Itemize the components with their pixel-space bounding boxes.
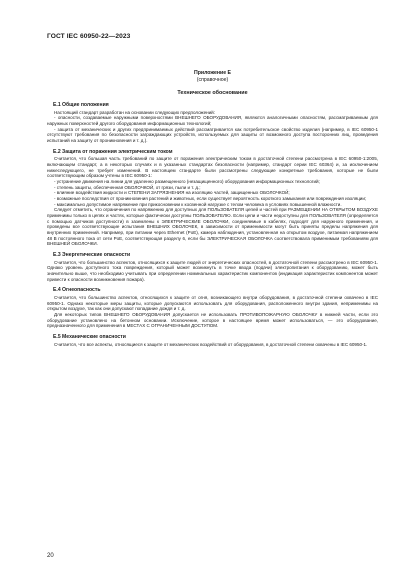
paragraph: Считается, что большая часть требований по защите от поражения электрическим током в достаточной степени рассмотрена в IEC 60950-1:2005, включающем стандарт, а в некоторых случаях и в указанных стандартах безопасности (например, стандарт серии IEC 60364) и, за исключением нижеследующего, не требует изменений. В настоящем стандарте были рассмотрены следующие конкретные требования, которые не были соответствующим образом учтены в IEC 60950-1: [47,156,378,179]
section-heading: Е.4 Огнеопасность [53,287,101,294]
annex-status: (справочное) [196,77,229,83]
document-header: ГОСТ IEC 60950-22—2023 [47,33,131,40]
paragraph: Следует отметить, что ограничения по напряжению для доступных для ПОЛЬЗОВАТЕЛЯ цепей и частей при РАЗМЕЩЕНИИ НА ОТКРЫТОМ ВОЗДУХЕ применимы только в цепях и частях, которые фактически доступны ПОЛЬЗОВАТЕЛЮ. Если цепи и части недоступны для ПОЛЬЗОВАТЕЛЯ (определяется с помощью датчиков доступности) в заземлены к ЭЛЕКТРИЧЕСКИЕ ОБОЛОЧКИ, соединяемые в кабелях, подходят для наружного применения, и проведены все соответствующие испытания ВНЕШНИХ ОБОЛОЧЕК, в зависимости от применимости могут быть приняты пределы напряжения для внутренних применений. Например, при питании через Ethernet (PoE), камера наблюдения, установленная на открытом воздухе, питаемая напряжением 48 В постоянного тока от сети PoE, соответствующая разделу 6, если бы ЭЛЕКТРИЧЕСКАЯ ОБОЛОЧКА соответствовала применимым требованиям для ВНЕШНЕЙ ОБОЛОЧКИ. [47,207,378,247]
paragraph: Считается, что большинство аспектов, относящихся к защите от огня, возникающего внутри оборудования, в достаточной степени охвачено в IEC 60950-1. Однако некоторые меры защиты, которые допускаются использовать для оборудования, расположенного внутри здания, неприменимы на открытом воздухе, так как они допускают попадание дождя и т. д. [47,294,378,312]
paragraph: - возможные последствия от проникновения растений и животных, если существует вероятность короткого замыкания или повреждения изоляции; [54,195,367,201]
annex-heading [47,70,378,97]
paragraph: Для некоторых типов ВНЕШНЕГО ОБОРУДОВАНИЯ допускается не использовать ПРОТИВОПОЖАРНУЮ ОБОЛОЧКУ в нижней части, если это оборудование установлено на бетонном основании. Исключение, которое в настоящее время может использоваться, — это оборудование, предназначенного для применения в МЕСТАХ С ОГРАНИЧЕННЫМ ДОСТУПОМ. [47,311,378,329]
annex-title: Приложение Е [193,70,232,76]
paragraph: - максимально допустимое напряжение при прикосновении к косвенной нагрузке с телом человека в условиях повышенной влажности. [54,201,342,207]
paragraph: - влияние воздействия жидкости и СТЕПЕНИ ЗАГРЯЗНЕНИЯ на изоляцию частей, защищенных ОБОЛОЧКОЙ; [54,190,290,196]
paragraph: - защита от механических и других предпринимаемых действий рассматривается как потребительское свойство изделия (например, в IEC 60950-1 отсутствуют требования по безопасности заграждающих устройств, используемых для защиты от возможного доступа посторонних лиц, проведения испытаний на защиту от проникновения и т. д.). [47,126,378,143]
section-heading: Е.5 Механические опасности [53,333,126,340]
section-fire-hazard [47,287,378,329]
annex-name: Техническое обоснование [177,90,248,96]
paragraph: Считается, что все аспекты, относящиеся к защите от механических воздействий от оборудования, в достаточной степени охвачены в IEC 60950-1. [54,341,368,347]
paragraph: - опасности, создаваемые наружными поверхностями ВНЕШНЕГО ОБОРУДОВАНИЯ, являются аналогичными опасностям, рассматриваемым для наружных поверхностей другого оборудования информационных технологий; [47,115,378,127]
section-heading: Е.3 Энергетические опасности [53,251,131,258]
paragraph: - степень защиты, обеспеченная ОБОЛОЧКОЙ, от грязи, пыли и т. д.; [54,184,201,190]
paragraph: Считается, что большинство аспектов, относящихся к защите людей от энергетических опасностей, в достаточной степени рассмотрено в IEC 60950-1. Однако уровень доступного тока повреждения, который может возникнуть в точке ввода (подачи) электропитания к оборудованию, может быть значительно выше, что необходимо учитывать при определении номинальных характеристик компонентов (индикация характеристик компонентов может привести к опасности возникновения пожара). [47,259,378,282]
section-energy-hazards [47,252,378,282]
paragraph: Настоящий стандарт разработан на основании следующих предположений: [54,109,215,115]
paragraph: - устранение движения на линии для удаленно размещенного (незащищенного) оборудования информационных технологий; [54,178,320,184]
section-general [47,102,378,144]
section-electric-shock [47,149,378,247]
section-heading: Е.2 Защита от поражения электрическим током [53,148,173,155]
page-number: 20 [47,553,54,559]
section-heading: Е.1 Общие положения [53,102,109,108]
section-mechanical-hazards [47,334,378,347]
